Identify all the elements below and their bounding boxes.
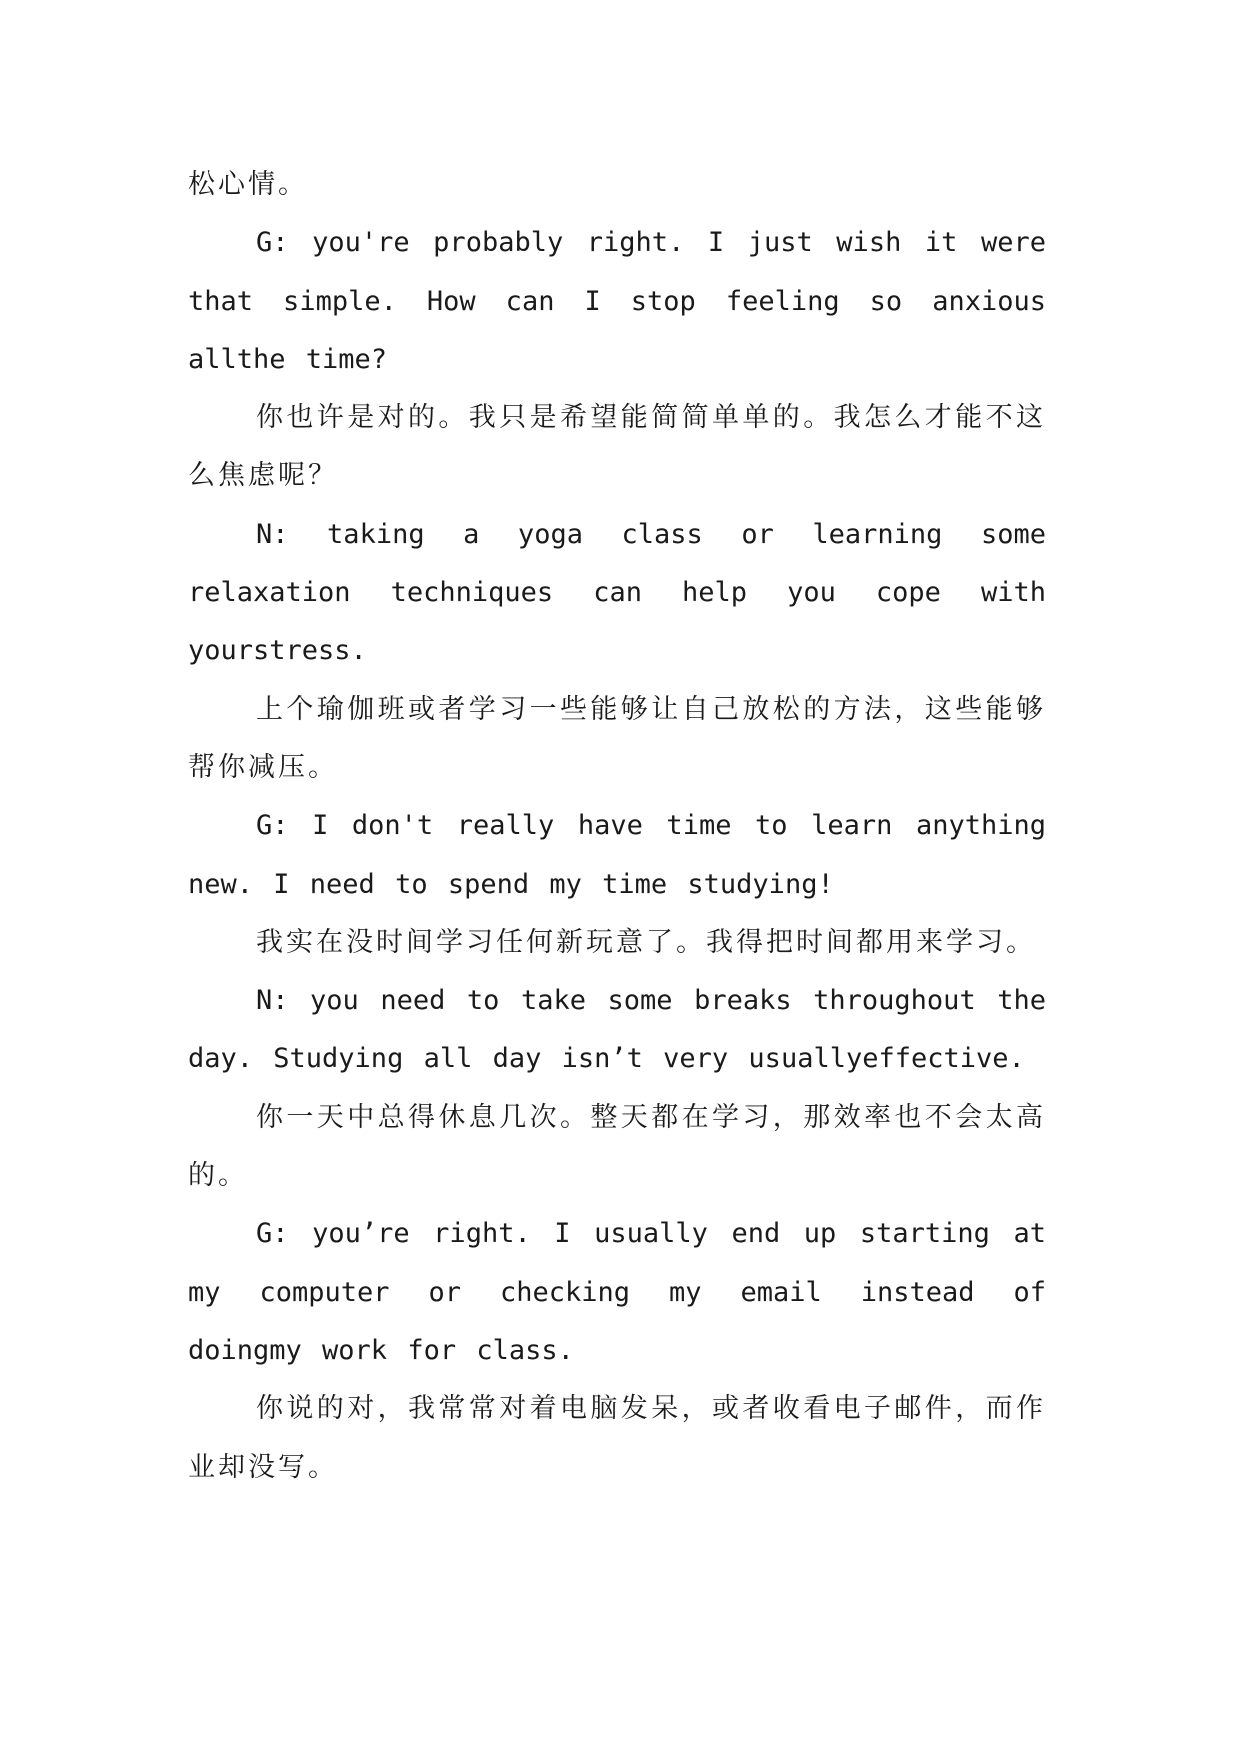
paragraph-dialogue-g: G: you’re right. I usually end up starting at my computer or checking my email instead of doingmy work for class. [188,1218,1046,1366]
paragraph-translation: 你说的对，我常常对着电脑发呆，或者收看电子邮件，而作业却没写。 [188,1393,1046,1483]
document-body [188,156,1046,1497]
paragraph-dialogue-n: N: you need to take some breaks throughout the day. Studying all day isn’t very usuallyeffective. [188,985,1046,1075]
paragraph-translation: 你也许是对的。我只是希望能简简单单的。我怎么才能不这么焦虑呢？ [188,402,1046,492]
paragraph-zh-continuation: 松心情。 [188,169,308,200]
paragraph-dialogue-n: N: taking a yoga class or learning some relaxation techniques can help you cope with yourstress. [188,518,1046,667]
paragraph-dialogue-g: G: I don't really have time to learn anything new. I need to spend my time studying! [188,810,1046,900]
paragraph-translation: 我实在没时间学习任何新玩意了。我得把时间都用来学习。 [256,926,1036,958]
paragraph-translation: 你一天中总得休息几次。整天都在学习，那效率也不会太高的。 [188,1101,1046,1192]
paragraph-dialogue-g: G: you're probably right. I just wish it were that simple. How can I stop feeling so anxious allthe time? [188,227,1046,375]
paragraph-translation: 上个瑜伽班或者学习一些能够让自己放松的方法，这些能够帮你减压。 [188,693,1046,783]
